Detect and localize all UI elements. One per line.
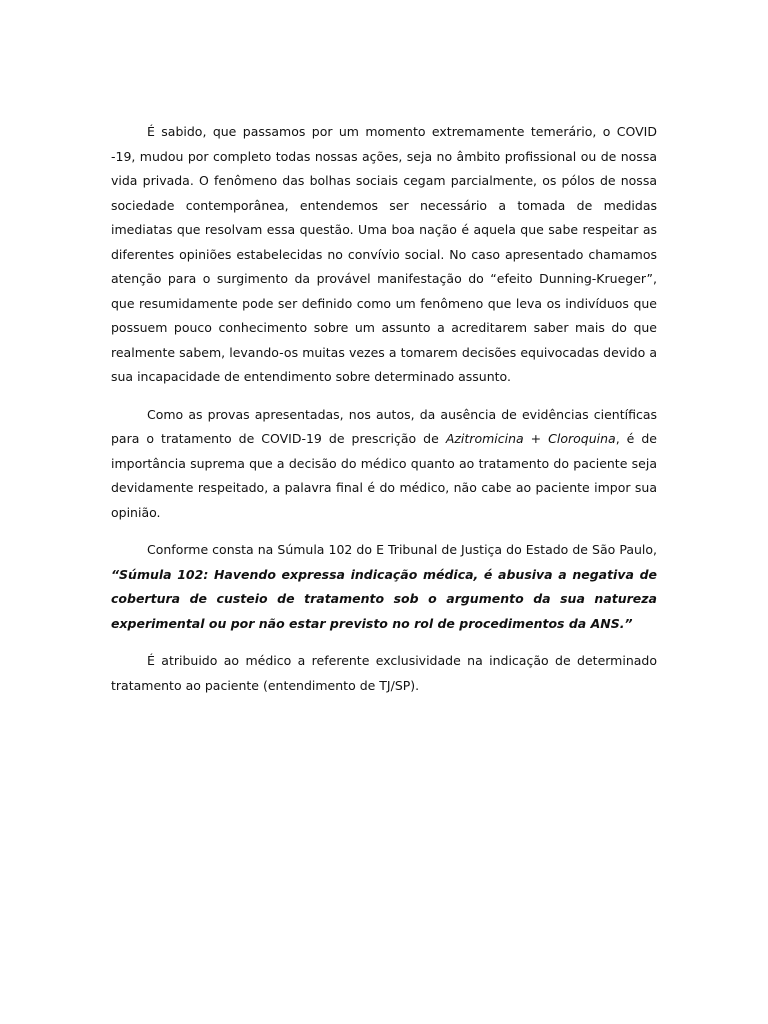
paragraph-2-text-before: Como as provas apresentadas, nos autos, da ausência de evidências científicas para o tratamento de COVID-19 de prescrição de (111, 406, 657, 446)
paragraph-2 (111, 403, 657, 526)
sumula-quote: “Súmula 102: Havendo expressa indicação médica, é abusiva a negativa de cobertura de custeio de tratamento sob o argumento da sua natureza experimental ou por não estar previsto no rol de procedimentos da ANS.” (111, 566, 657, 631)
paragraph-2-text-after: , é de importância suprema que a decisão do médico quanto ao tratamento do paciente seja devidamente respeitado, a palavra final é do médico, não cabe ao paciente impor sua opinião. (111, 431, 657, 520)
document-body (111, 120, 657, 711)
paragraph-3-intro: Conforme consta na Súmula 102 do E Tribunal de Justiça do Estado de São Paulo, (147, 542, 657, 557)
paragraph-1: É sabido, que passamos por um momento extremamente temerário, o COVID -19, mudou por completo todas nossas ações, seja no âmbito profissional ou de nossa vida privada. O fenômeno das bolhas sociais cegam parcialmente, os pólos de nossa sociedade contemporânea, entendemos ser necessário a tomada de medidas imediatas que resolvam essa questão. Uma boa nação é aquela que sabe respeitar as diferentes opiniões estabelecidas no convívio social. No caso apresentado chamamos atenção para o surgimento da provável manifestação do “efeito Dunning-Krueger”, que resumidamente pode ser definido como um fenômeno que leva os indivíduos que possuem pouco conhecimento sobre um assunto a acreditarem saber mais do que realmente sabem, levando-os muitas vezes a tomarem decisões equivocadas devido a sua incapacidade de entendimento sobre determinado assunto. (111, 124, 657, 384)
paragraph-4: É atribuido ao médico a referente exclusividade na indicação de determinado tratamento ao paciente (entendimento de TJ/SP). (111, 653, 657, 693)
paragraph-2-drug-name: Azitromicina + Cloroquina (445, 431, 616, 446)
paragraph-3 (111, 538, 657, 636)
